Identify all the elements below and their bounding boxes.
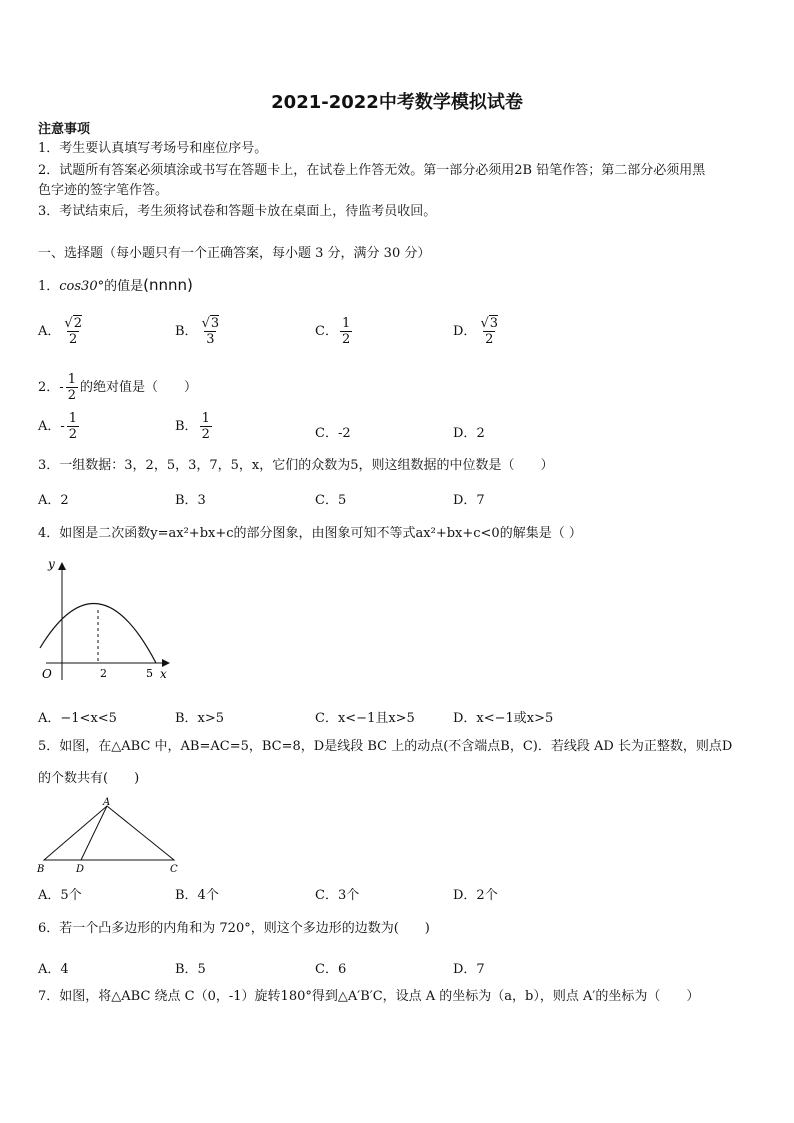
q1-paren: (nnnn) (143, 276, 193, 294)
y-label: y (48, 557, 55, 571)
triangle-figure (34, 796, 186, 876)
fraction: $\frac{√3}{2}$ (480, 316, 499, 347)
fraction (67, 411, 79, 442)
numerator: 1 (68, 411, 78, 426)
notice-item-1: 1．考生要认真填写考场号和座位序号。 (38, 141, 268, 156)
q6-option-b[interactable]: B．5 (175, 962, 206, 977)
radicand: 3 (489, 316, 499, 331)
option-text: 2 (476, 426, 485, 441)
fraction (200, 411, 212, 442)
denominator: 2 (485, 332, 494, 347)
q2-option-b[interactable] (175, 411, 214, 442)
q3-option-b[interactable]: B．3 (175, 493, 206, 508)
q4-option-d[interactable]: D．x<−1或x>5 (453, 711, 554, 726)
origin-label: O (42, 667, 52, 681)
denominator: 2 (68, 427, 78, 442)
label-b: B (37, 864, 45, 875)
question-5-line-1: 5．如图，在△ABC 中，AB=AC=5，BC=8，D是线段 BC 上的动点(不含端点B，C)．若线段 AD 长为正整数，则点D (38, 739, 733, 754)
numerator: 1 (341, 316, 351, 331)
x-axis-arrow (162, 659, 170, 667)
q6-option-d[interactable]: D．7 (453, 962, 485, 977)
y-axis-arrow (58, 562, 66, 570)
tick-5: 5 (146, 667, 153, 680)
triangle-abc (44, 806, 174, 860)
q6-option-a[interactable]: A．4 (38, 962, 69, 977)
parabola-graph (36, 556, 176, 686)
option-label: C． (315, 426, 338, 441)
numerator: 1 (67, 372, 76, 387)
option-label: B． (175, 324, 198, 339)
question-6: 6．若一个凸多边形的内角和为 720°，则这个多边形的边数为( ) (38, 921, 430, 936)
fraction (340, 316, 352, 347)
denominator: 2 (67, 388, 76, 403)
radicand: 2 (73, 316, 82, 331)
question-1 (38, 277, 193, 295)
page-title: 2021-2022中考数学模拟试卷 (271, 92, 523, 113)
q2-text: 的绝对值是（ ） (79, 380, 197, 395)
q2-option-d[interactable] (453, 422, 485, 441)
fraction (66, 372, 78, 403)
q2-option-c[interactable] (315, 422, 351, 441)
q5-option-b[interactable]: B．4个 (175, 888, 219, 903)
option-text: -2 (337, 426, 351, 441)
q3-option-c[interactable]: C．5 (315, 493, 347, 508)
q3-option-a[interactable]: A．2 (38, 493, 69, 508)
q1-option-a[interactable] (38, 316, 86, 347)
question-5-line-2: 的个数共有( ) (38, 771, 140, 786)
option-label: A． (38, 324, 61, 339)
q2-option-a[interactable] (38, 411, 81, 442)
denominator: 2 (341, 332, 351, 347)
option-label: B． (175, 419, 198, 434)
q3-option-d[interactable]: D．7 (453, 493, 485, 508)
q5-option-d[interactable]: D．2个 (453, 888, 498, 903)
notice-heading: 注意事项 (38, 122, 91, 137)
label-a: A (103, 797, 111, 808)
fraction: $\frac{√3}{3}$ (201, 316, 220, 347)
option-label: A． (38, 419, 61, 434)
option-label: C． (315, 324, 338, 339)
q1-option-d[interactable] (453, 316, 502, 347)
tick-2: 2 (100, 667, 107, 680)
section-heading: 一、选择题（每小题只有一个正确答案，每小题 3 分，满分 30 分） (38, 246, 431, 261)
notice-item-2: 2．试题所有答案必须填涂或书写在答题卡上，在试卷上作答无效。第一部分必须用2B 铅笔作答；第二部分必须用黑 (38, 163, 706, 178)
fraction: $\frac{√2}{2}$ (64, 316, 82, 347)
notice-item-2-cont: 色字迹的签字笔作答。 (38, 183, 169, 198)
q1-number: 1． (38, 279, 60, 294)
option-label: D． (453, 324, 477, 339)
label-c: C (170, 864, 178, 875)
sign: - (60, 419, 65, 434)
q4-option-a[interactable]: A．−1<x<5 (38, 711, 117, 726)
x-label: x (160, 667, 167, 681)
q1-option-b[interactable] (175, 316, 223, 347)
notice-item-3: 3．考试结束后，考生须将试卷和答题卡放在桌面上，待监考员收回。 (38, 204, 437, 219)
label-d: D (76, 864, 85, 875)
q1-option-c[interactable] (315, 316, 354, 347)
option-label: D． (453, 426, 477, 441)
q4-option-c[interactable]: C．x<−1且x>5 (315, 711, 415, 726)
q5-option-c[interactable]: C．3个 (315, 888, 360, 903)
q1-expression: cos30° (59, 279, 105, 294)
sign: - (59, 380, 64, 395)
q4-option-b[interactable]: B．x>5 (175, 711, 225, 726)
question-7: 7．如图，将△ABC 绕点 C（0，-1）旋转180°得到△A′B′C，设点 A 的坐标为（a，b），则点 A′的坐标为（ ） (38, 989, 700, 1004)
question-3: 3．一组数据：3，2，5，3，7，5，x，它们的众数为5，则这组数据的中位数是（ ） (38, 458, 554, 473)
radicand: 3 (210, 316, 220, 331)
denominator: 2 (69, 332, 78, 347)
denominator: 2 (201, 427, 210, 442)
segment-ad (81, 806, 107, 860)
q1-text: 的值是 (104, 279, 144, 294)
q2-number: 2． (38, 380, 60, 395)
q6-option-c[interactable]: C．6 (315, 962, 347, 977)
denominator: 3 (206, 332, 215, 347)
question-2 (38, 372, 197, 403)
question-4: 4．如图是二次函数y=ax²+bx+c的部分图象，由图象可知不等式ax²+bx+c<0的解集是（ ） (38, 526, 582, 541)
q5-option-a[interactable]: A．5个 (38, 888, 82, 903)
numerator: 1 (201, 411, 210, 426)
